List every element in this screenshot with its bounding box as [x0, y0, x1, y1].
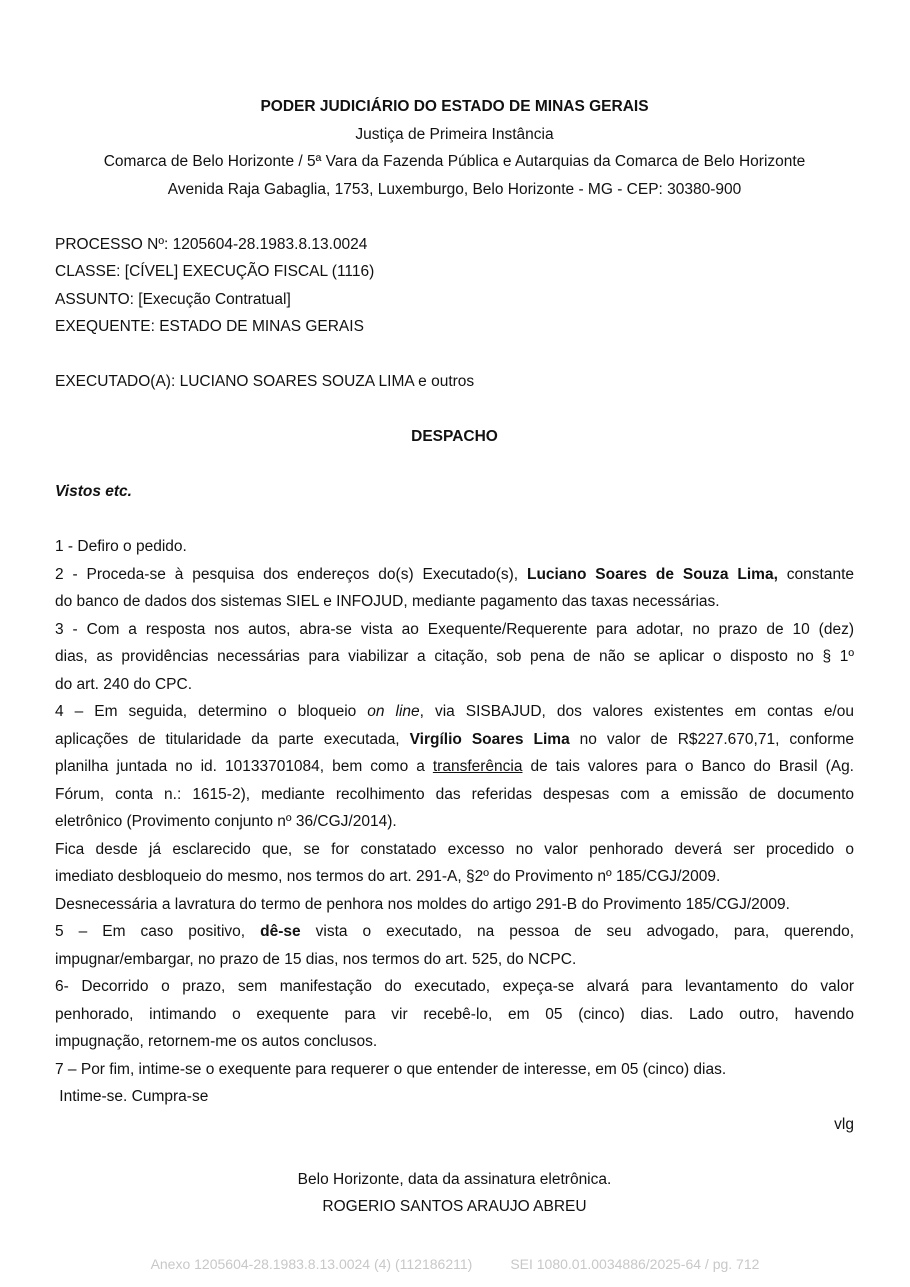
item-1: 1 - Defiro o pedido. — [55, 538, 187, 555]
desnecessaria-line: Desnecessária a lavratura do termo de penhora nos moldes do artigo 291-B do Provimento 185/CGJ/2009. — [55, 895, 790, 913]
item-3-line-3: do art. 240 do CPC. — [55, 675, 192, 693]
judge-name: ROGERIO SANTOS ARAUJO ABREU — [322, 1198, 587, 1215]
item-2-line-2: do banco de dados dos sistemas SIEL e INFOJUD, mediante pagamento das taxas necessárias. — [55, 593, 720, 610]
document-title: DESPACHO — [411, 428, 498, 445]
executado-name: Luciano Soares de Souza Lima, — [527, 565, 778, 583]
item-5-line-2: impugnar/embargar, no prazo de 15 dias, nos termos do art. 525, do NCPC. — [55, 950, 577, 968]
item-2-line-1: 2 - Proceda-se à pesquisa dos endereços do(s) Executado(s), Luciano Soares de Souza Lima, constante — [55, 565, 854, 583]
case-class: CLASSE: [CÍVEL] EXECUÇÃO FISCAL (1116) — [55, 263, 375, 280]
footer-anexo: Anexo 1205604-28.1983.8.13.0024 (4) (112186211) — [150, 1256, 473, 1272]
instance-line: Justiça de Primeira Instância — [355, 125, 554, 143]
item-4-line-5: eletrônico (Provimento conjunto nº 36/CGJ/2014). — [55, 813, 397, 830]
exequente-line: EXEQUENTE: ESTADO DE MINAS GERAIS — [55, 318, 364, 335]
executado-line: EXECUTADO(A): LUCIANO SOARES SOUZA LIMA e outros — [55, 373, 475, 390]
item-4-line-3: planilha juntada no id. 10133701084, bem como a transferência de tais valores para o Banco do Brasil (Ag. — [55, 758, 854, 775]
item-6-line-3: impugnação, retornem-me os autos conclusos. — [55, 1033, 378, 1050]
footer-sei: SEI 1080.01.0034886/2025-64 / pg. 712 — [510, 1256, 760, 1272]
signature-place-date: Belo Horizonte, data da assinatura eletrônica. — [297, 1170, 612, 1188]
item-3-line-1: 3 - Com a resposta nos autos, abra-se vista ao Exequente/Requerente para adotar, no prazo de 10 (dez) — [55, 620, 854, 638]
item-6-line-1: 6- Decorrido o prazo, sem manifestação do executado, expeça-se alvará para levantamento do valor — [55, 978, 854, 995]
document-page — [55, 93, 854, 1221]
intime-line: Intime-se. Cumpra-se — [55, 1088, 209, 1105]
fica-line-1: Fica desde já esclarecido que, se for constatado excesso no valor penhorado deverá ser procedido o — [55, 840, 854, 858]
case-subject: ASSUNTO: [Execução Contratual] — [55, 290, 291, 308]
item-4-line-2: aplicações de titularidade da parte executada, Virgílio Soares Lima no valor de R$227.670,71, conforme — [55, 730, 854, 748]
item-4-line-1: 4 – Em seguida, determino o bloqueio on line, via SISBAJUD, dos valores existentes em contas e/ou — [55, 703, 854, 720]
vistos-line: Vistos etc. — [55, 483, 132, 500]
court-title: PODER JUDICIÁRIO DO ESTADO DE MINAS GERAIS — [260, 98, 649, 115]
executada-name: Virgílio Soares Lima — [409, 730, 570, 748]
item-3-line-2: dias, as providências necessárias para viabilizar a citação, sob pena de não se aplicar o disposto no § 1º — [55, 648, 854, 665]
item-6-line-2: penhorado, intimando o exequente para vir recebê-lo, em 05 (cinco) dias. Lado outro, havendo — [55, 1005, 854, 1023]
comarca-line: Comarca de Belo Horizonte / 5ª Vara da Fazenda Pública e Autarquias da Comarca de Belo Horizonte — [103, 153, 806, 170]
initials: vlg — [834, 1115, 854, 1133]
item-4-line-4: Fórum, conta n.: 1615-2), mediante recolhimento das referidas despesas com a emissão de documento — [55, 785, 854, 803]
fica-line-2: imediato desbloqueio do mesmo, nos termos do art. 291-A, §2º do Provimento nº 185/CGJ/2009. — [55, 868, 721, 885]
item-5-line-1: 5 – Em caso positivo, dê-se vista o executado, na pessoa de seu advogado, para, querendo, — [55, 923, 854, 940]
page-footer — [0, 1256, 910, 1272]
address-line: Avenida Raja Gabaglia, 1753, Luxemburgo, Belo Horizonte - MG - CEP: 30380-900 — [167, 180, 742, 198]
processo-number: PROCESSO Nº: 1205604-28.1983.8.13.0024 — [55, 235, 368, 253]
item-7: 7 – Por fim, intime-se o exequente para requerer o que entender de interesse, em 05 (cinco) dias. — [55, 1060, 727, 1078]
